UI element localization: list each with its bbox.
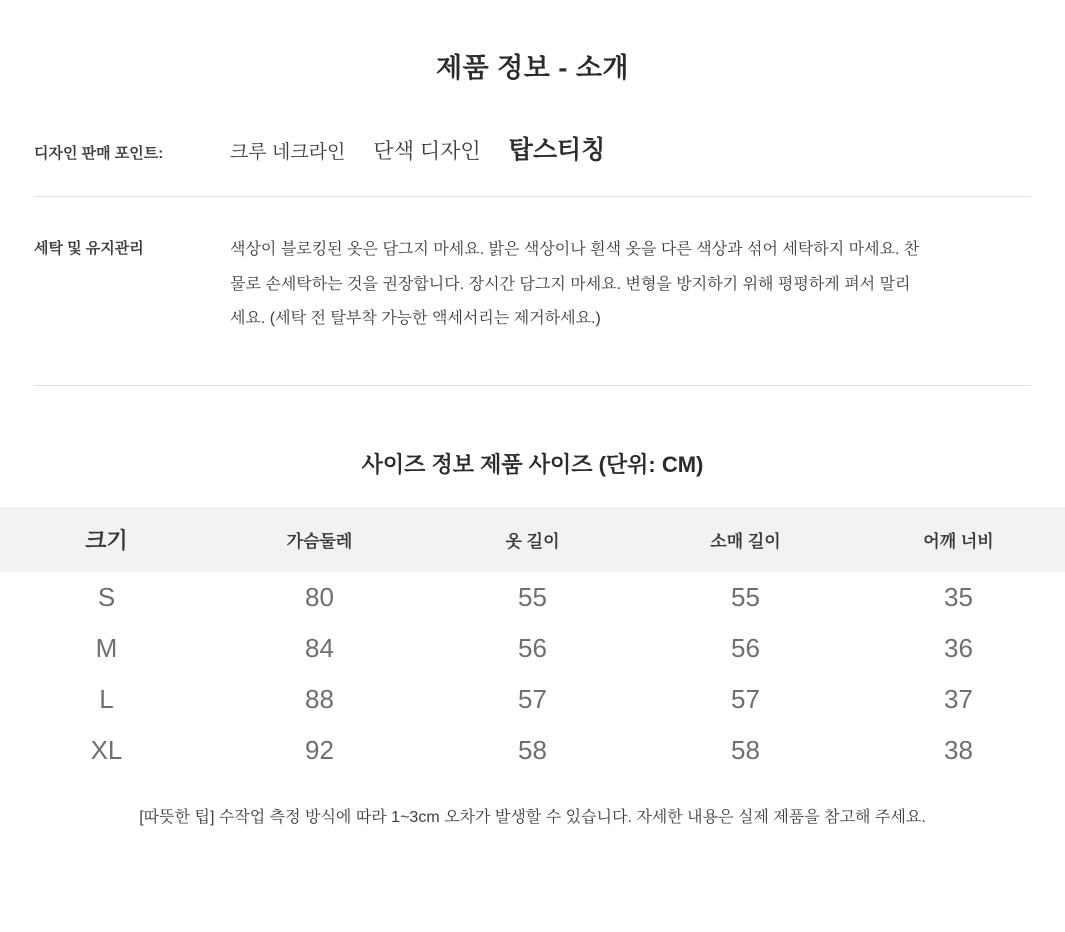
selling-points-row [34, 130, 1031, 196]
page-title: 제품 정보 - 소개 [436, 53, 629, 83]
cell-shoulder: 37 [944, 683, 973, 714]
table-header-size: 크기 [0, 507, 213, 572]
table-row [0, 623, 1065, 674]
cell-length: 58 [518, 734, 547, 765]
table-header-sleeve: 소매 길이 [639, 507, 852, 572]
cell-size: L [99, 683, 114, 714]
care-text: 색상이 블로킹된 옷은 담그지 마세요. 밝은 색상이나 흰색 옷을 다른 색상과 섞어 세탁하지 마세요. 찬물로 손세탁하는 것을 권장합니다. 장시간 담그지 마세요. 변형을 방지하기 위해 평평하게 펴서 말리세요. (세탁 전 탈부착 가능한 액세서리는 제거하세요.) [230, 241, 920, 328]
selling-points-list [230, 130, 605, 166]
table-header-bust: 가슴둘레 [213, 507, 426, 572]
selling-point-1: 크루 네크라인 [230, 142, 346, 164]
cell-sleeve: 55 [731, 581, 760, 612]
selling-point-2: 단색 디자인 [373, 140, 481, 164]
care-label: 세탁 및 유지관리 [34, 240, 144, 258]
table-row [0, 725, 1065, 776]
table-row [0, 572, 1065, 623]
cell-sleeve: 57 [731, 683, 760, 714]
cell-shoulder: 38 [944, 734, 973, 765]
cell-size: S [97, 581, 116, 612]
selling-point-3: 탑스티칭 [508, 136, 606, 165]
divider-bottom [34, 385, 1031, 386]
cell-bust: 92 [305, 734, 334, 765]
cell-sleeve: 56 [731, 632, 760, 663]
cell-size: XL [90, 734, 123, 765]
cell-length: 57 [518, 683, 547, 714]
intro-section [34, 84, 1031, 385]
cell-length: 56 [518, 632, 547, 663]
size-table-head [0, 507, 1065, 572]
table-header-shoulder: 어깨 너비 [852, 507, 1065, 572]
cell-size: M [95, 632, 118, 663]
selling-points-label: 디자인 판매 포인트: [34, 145, 164, 163]
cell-bust: 80 [305, 581, 334, 612]
cell-bust: 88 [305, 683, 334, 714]
cell-shoulder: 36 [944, 632, 973, 663]
size-table [0, 507, 1065, 776]
cell-bust: 84 [305, 632, 334, 663]
cell-shoulder: 35 [944, 581, 973, 612]
measurement-note: [따뜻한 팁] 수작업 측정 방식에 따라 1~3cm 오차가 발생할 수 있습니다. 자세한 내용은 실제 제품을 참고해 주세요. [139, 808, 926, 826]
size-table-body [0, 572, 1065, 776]
cell-sleeve: 58 [731, 734, 760, 765]
care-row [34, 197, 1031, 384]
table-header-row [0, 507, 1065, 572]
table-row [0, 674, 1065, 725]
table-header-length: 옷 길이 [426, 507, 639, 572]
cell-length: 55 [518, 581, 547, 612]
size-section-title: 사이즈 정보 제품 사이즈 (단위: CM) [361, 451, 704, 477]
